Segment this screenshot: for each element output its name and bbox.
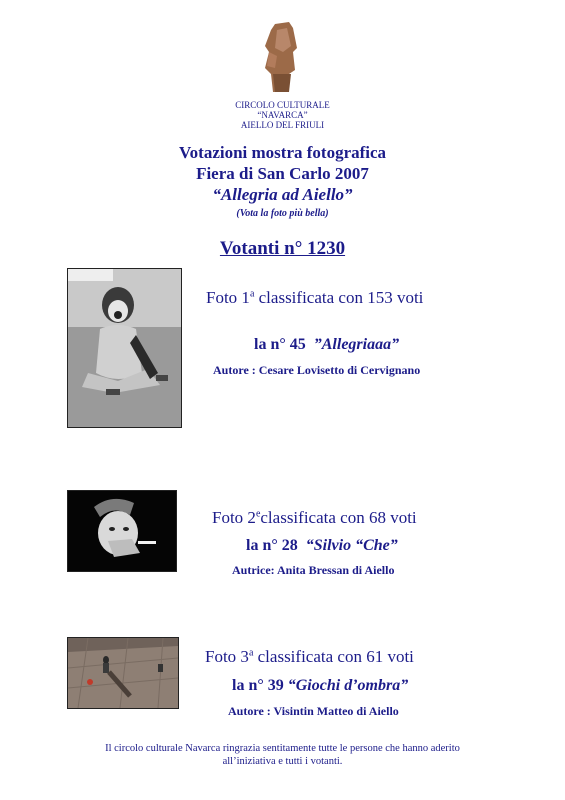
work-3-text <box>232 677 408 695</box>
footer-line-2: all’iniziativa e tutti i votanti. <box>222 756 343 767</box>
author-2: Autrice: Anita Bressan di Aiello <box>232 563 395 577</box>
place-1-suffix: classificata con 153 voti <box>254 288 424 307</box>
photo-1-image <box>67 268 182 428</box>
statue-logo-image <box>253 18 311 96</box>
place-3-text <box>205 647 414 667</box>
org-line-2: “NAVARCA” <box>257 110 308 120</box>
footer-line-1: Il circolo culturale Navarca ringrazia sentitamente tutte le persone che hanno aderito <box>105 743 460 754</box>
work-2-text <box>246 537 398 555</box>
work-2-title: “Silvio “Che” <box>305 537 398 554</box>
place-3-prefix: Foto 3 <box>205 647 249 666</box>
place-3-sup: a <box>248 647 254 659</box>
work-1-text <box>254 336 399 354</box>
place-2-suffix: classificata con 68 voti <box>260 508 417 527</box>
place-1-prefix: Foto 1 <box>206 288 250 307</box>
place-2-text <box>212 508 417 528</box>
work-1-number: la n° 45 <box>254 336 306 353</box>
work-1-title: ”Allegriaaa” <box>313 336 400 353</box>
photo-3-image <box>67 637 179 709</box>
place-1-sup: a <box>249 288 255 300</box>
org-line-1: CIRCOLO CULTURALE <box>235 100 330 110</box>
work-3-title: “Giochi d’ombra” <box>287 677 409 694</box>
org-name <box>0 100 565 130</box>
place-2-prefix: Foto 2 <box>212 508 256 527</box>
org-line-3: AIELLO DEL FRIULI <box>240 120 325 130</box>
author-3: Autore : Visintin Matteo di Aiello <box>228 704 399 718</box>
exhibition-subtitle: (Vota la foto più bella) <box>236 208 329 219</box>
heading-line-2: Fiera di San Carlo 2007 <box>196 164 369 183</box>
work-3-number: la n° 39 <box>232 677 284 694</box>
footer-thanks <box>0 742 565 768</box>
author-1: Autore : Cesare Lovisetto di Cervignano <box>213 363 421 377</box>
heading-line-1: Votazioni mostra fotografica <box>178 143 387 162</box>
place-2-sup: e <box>255 508 261 520</box>
work-2-number: la n° 28 <box>246 537 298 554</box>
voters-count: Votanti n° 1230 <box>219 238 346 259</box>
place-1-text <box>206 288 423 308</box>
photo-2-image <box>67 490 177 572</box>
place-3-suffix: classificata con 61 voti <box>253 647 414 666</box>
exhibition-title: “Allegria ad Aiello” <box>212 185 353 204</box>
